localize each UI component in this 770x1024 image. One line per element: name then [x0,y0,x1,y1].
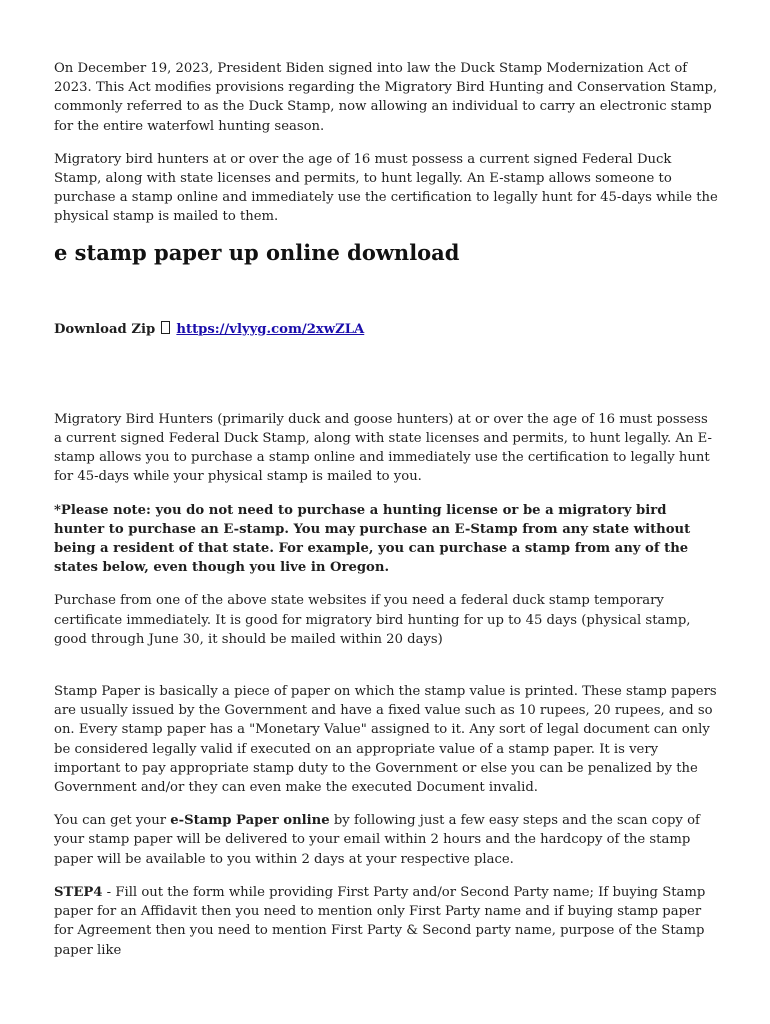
page-title: e stamp paper up online download [54,239,460,265]
hunters-detail-paragraph: Migratory Bird Hunters (primarily duck and goose hunters) at or over the age of 16 must possess a current signed Federal Duck Stamp, along with state licenses and permits, to hunt legally. An E-stamp allows you to purchase a stamp online and immediately use the certification to legally hunt for 45-days while your physical stamp is mailed to you. [54,411,712,485]
estamp-prefix: You can get your [54,813,171,829]
intro-paragraph: On December 19, 2023, President Biden signed into law the Duck Stamp Modernization Act of 2023. This Act modifies provisions regarding the Migratory Bird Hunting and Conservation Stamp, commonly referred to as the Duck Stamp, now allowing an individual to carry an electronic stamp for the entire waterfowl hunting season. [54,61,718,134]
download-line [54,320,718,339]
purchase-paragraph: Purchase from one of the above state websites if you need a federal duck stamp temporary certificate immediately. It is good for migratory bird hunting for up to 45 days (physical stamp, good through June 30, it should be mailed within 20 days) [54,593,691,647]
hunters-paragraph: Migratory bird hunters at or over the age of 16 must possess a current signed Federal Duck Stamp, along with state licenses and permits, to hunt legally. An E-stamp allows someone to purchase a stamp online and immediately use the certification to legally hunt for 45-days while the physical stamp is mailed to them. [54,151,718,225]
note-paragraph: *Please note: you do not need to purchase a hunting license or be a migratory bird hunter to purchase an E-stamp. You may purchase an E-Stamp from any state without being a resident of that state. For example, you can purchase a stamp from any of the states below, even though you live in Oregon. [54,502,691,576]
step4-paragraph [54,883,718,960]
download-icon [161,321,170,334]
download-link[interactable]: https://vlyyg.com/2xwZLA [176,321,365,337]
step4-label: STEP4 [54,884,103,900]
document-page [54,59,718,960]
stamp-paper-paragraph: Stamp Paper is basically a piece of paper on which the stamp value is printed. These stamp papers are usually issued by the Government and have a fixed value such as 10 rupees, 20 rupees, and so on. Every stamp paper has a "Monetary Value" assigned to it. Any sort of legal document can only be considered legally valid if executed on an appropriate value of a stamp paper. It is very important to pay appropriate stamp duty to the Government or else you can be penalized by the Government and/or they can even make the executed Document invalid. [54,684,717,796]
step4-text: - Fill out the form while providing First Party and/or Second Party name; If buying Stamp paper for an Affidavit then you need to mention only First Party name and if buying stamp paper for Agreement then you need to mention First Party & Second party name, purpose of the Stamp paper like [54,884,706,958]
estamp-suffix: by following just a few easy steps and the scan copy of your stamp paper will be delivered to your email within 2 hours and the hardcopy of the stamp paper will be available to you within 2 days at your respective place. [54,813,700,867]
estamp-online-paragraph [54,811,718,869]
estamp-bold-text: e-Stamp Paper online [170,813,330,829]
download-label: Download Zip [54,321,160,337]
